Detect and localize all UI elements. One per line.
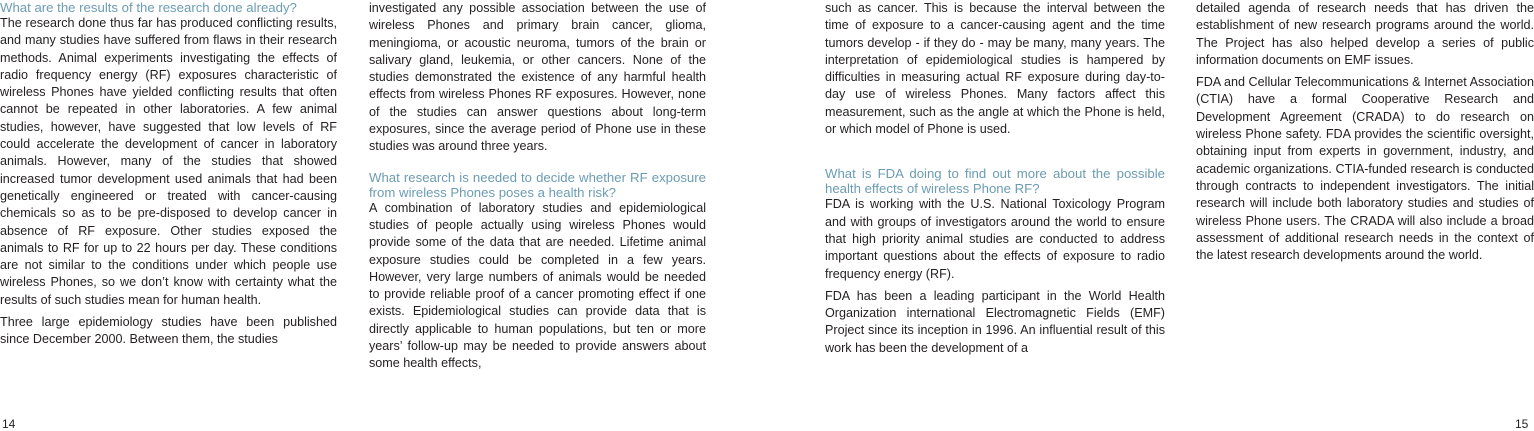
paragraph-fda-toxicology: FDA is working with the U.S. National Toxicology Program and with groups of investigators around the world to ensure that high priority animal studies are conducted to address important questions about the effects of exposure to radio frequency energy (RF). — [825, 197, 1165, 281]
page-number-left: 14 — [2, 417, 16, 431]
heading-research-needed: What research is needed to decide whether RF exposure from wireless Phones poses a health risk? — [369, 169, 706, 200]
heading-fda-actions: What is FDA doing to find out more about the possible health effects of wireless Phone RF? — [825, 166, 1165, 197]
page-number-right: 15 — [1515, 417, 1529, 431]
right-page-column-2 — [1196, 0, 1534, 269]
paragraph-fda-who-emf: FDA has been a leading participant in the World Health Organization international Electromagnetic Fields (EMF) Project since its inception in 1996. An influential result of this work has been the development of a — [825, 288, 1165, 355]
paragraph-association-findings: investigated any possible association between the use of wireless Phones and primary brain cancer, glioma, meningioma, or acoustic neuroma, tumors of the brain or salivary gland, leukemia, or other cancers. None of the studies demonstrated the existence of any harmful health effects from wireless Phones RF exposures. However, none of the studies can answer questions about long-term exposures, since the average period of Phone use in these studies was around three years. — [369, 1, 706, 154]
paragraph-exposure-interval: such as cancer. This is because the interval between the time of exposure to a cancer-causing agent and the time tumors develop - if they do - may be many, many years. The interpretation of epidemiological studies is hampered by difficulties in measuring actual RF exposure during day-to-day use of wireless Phones. Many factors affect this measurement, such as the angle at which the Phone is held, or which model of Phone is used. — [825, 1, 1165, 137]
paragraph-research-agenda: detailed agenda of research needs that has driven the establishment of new research programs around the world. The Project has also helped develop a series of public information documents on EMF issues. — [1196, 1, 1534, 67]
left-page-column-2 — [369, 0, 706, 378]
right-page-column-1 — [825, 0, 1165, 362]
paragraph-epidemiology-studies: Three large epidemiology studies have been published since December 2000. Between them, the studies — [0, 315, 337, 347]
paragraph-ctia-crada: FDA and Cellular Telecommunications & Internet Association (CTIA) have a formal Cooperative Research and Development Agreement (CRADA) to do research on wireless Phone safety. FDA provides the scientific oversight, obtaining input from experts in government, industry, and academic organizations. CTIA-funded research is conducted through contracts to independent investigators. The initial research will include both laboratory studies and studies of wireless Phone users. The CRADA will also include a broad assessment of additional research needs in the context of the latest research developments around the world. — [1196, 75, 1534, 263]
paragraph-research-needed: A combination of laboratory studies and epidemiological studies of people actually using wireless Phones would provide some of the data that are needed. Lifetime animal exposure studies could be completed in a few years. However, very large numbers of animals would be needed to provide reliable proof of a cancer promoting effect if one exists. Epidemiological studies can provide data that is directly applicable to human populations, but ten or more years’ follow-up may be needed to provide answers about some health effects, — [369, 200, 706, 371]
left-page-column-1 — [0, 0, 337, 354]
paragraph-research-results: The research done thus far has produced conflicting results, and many studies have suffered from flaws in their research methods. Animal experiments investigating the effects of radio frequency energy (RF) exposures characteristic of wireless Phones have yielded conflicting results that often cannot be repeated in other laboratories. A few animal studies, however, have suggested that low levels of RF could accelerate the development of cancer in laboratory animals. However, many of the studies that showed increased tumor development used animals that had been genetically engineered or treated with cancer-causing chemicals so as to be pre-disposed to develop cancer in absence of RF exposure. Other studies exposed the animals to RF for up to 22 hours per day. These conditions are not similar to the conditions under which people use wireless Phones, so we don’t know with certainty what the results of such studies mean for human health. — [0, 16, 337, 307]
heading-research-results: What are the results of the research done already? — [0, 0, 297, 15]
